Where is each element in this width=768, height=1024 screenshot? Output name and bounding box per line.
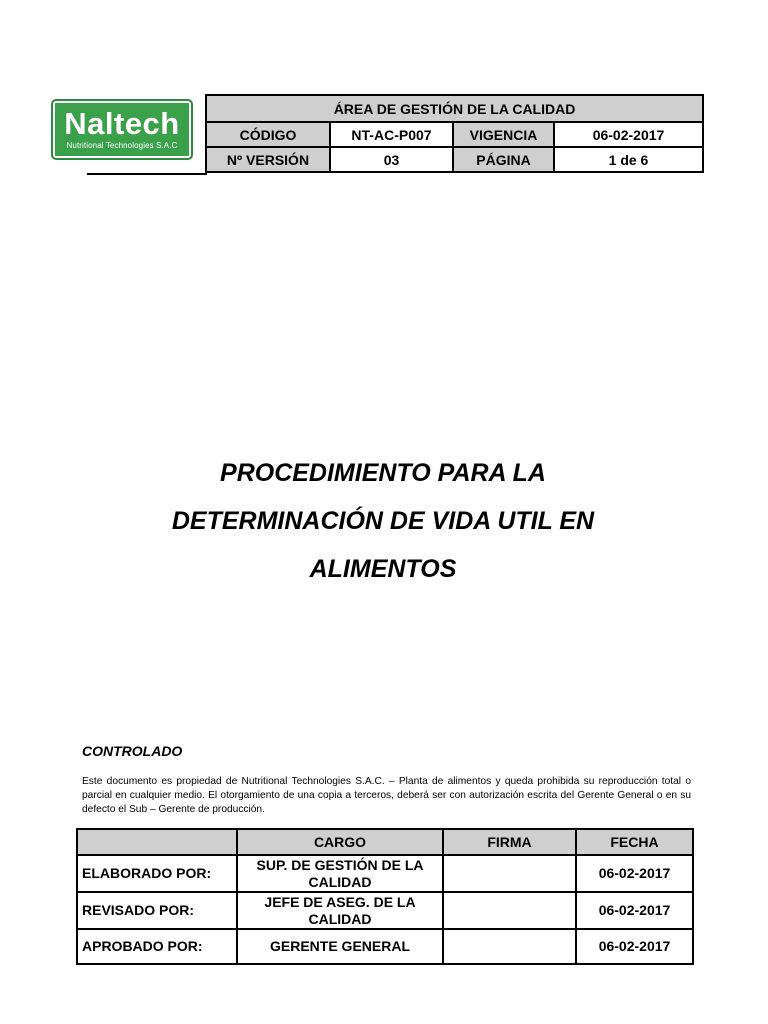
row-firma: [443, 855, 576, 892]
row-fecha: 06-02-2017: [576, 892, 693, 929]
table-row: [77, 855, 693, 892]
company-logo: [51, 99, 193, 160]
logo-subtitle: Nutritional Technologies S.A.C: [66, 141, 178, 150]
confidentiality-notice: Este documento es propiedad de Nutritional Technologies S.A.C. – Planta de alimentos y queda prohibida su reproducción total o parcial en cualquier medio. El otorgamiento de una copia a terceros, deberá ser con autorización escrita del Gerente General o en su defecto el Sub – Gerente de producción.: [82, 776, 691, 815]
column-header-cargo: CARGO: [237, 829, 443, 855]
controlled-heading: CONTROLADO: [82, 743, 183, 759]
codigo-value: NT-AC-P007: [330, 122, 453, 147]
header-divider: [87, 173, 207, 175]
column-header-firma: FIRMA: [443, 829, 576, 855]
approval-table: [76, 828, 694, 965]
row-fecha: 06-02-2017: [576, 929, 693, 964]
pagina-label: PÁGINA: [453, 147, 554, 172]
document-title: [90, 449, 676, 593]
column-header-fecha: FECHA: [576, 829, 693, 855]
version-value: 03: [330, 147, 453, 172]
vigencia-label: VIGENCIA: [453, 122, 554, 147]
table-row: [77, 892, 693, 929]
pagina-value: 1 de 6: [554, 147, 703, 172]
row-label: ELABORADO POR:: [77, 855, 237, 892]
row-cargo: GERENTE GENERAL: [237, 929, 443, 964]
table-row: [77, 929, 693, 964]
row-label: REVISADO POR:: [77, 892, 237, 929]
version-label: Nº VERSIÓN: [206, 147, 330, 172]
row-cargo: SUP. DE GESTIÓN DE LA CALIDAD: [237, 855, 443, 892]
area-title: ÁREA DE GESTIÓN DE LA CALIDAD: [206, 95, 703, 122]
title-line-3: ALIMENTOS: [309, 555, 457, 583]
vigencia-value: 06-02-2017: [554, 122, 703, 147]
column-header-blank: [77, 829, 237, 855]
logo-name: Naltech: [64, 106, 180, 141]
row-label: APROBADO POR:: [77, 929, 237, 964]
row-fecha: 06-02-2017: [576, 855, 693, 892]
title-line-2: DETERMINACIÓN DE VIDA UTIL EN: [171, 507, 595, 535]
document-header-table: [205, 94, 704, 173]
approval-header-row: [77, 829, 693, 855]
row-firma: [443, 892, 576, 929]
row-firma: [443, 929, 576, 964]
row-cargo: JEFE DE ASEG. DE LA CALIDAD: [237, 892, 443, 929]
codigo-label: CÓDIGO: [206, 122, 330, 147]
title-line-1: PROCEDIMIENTO PARA LA: [220, 459, 546, 487]
